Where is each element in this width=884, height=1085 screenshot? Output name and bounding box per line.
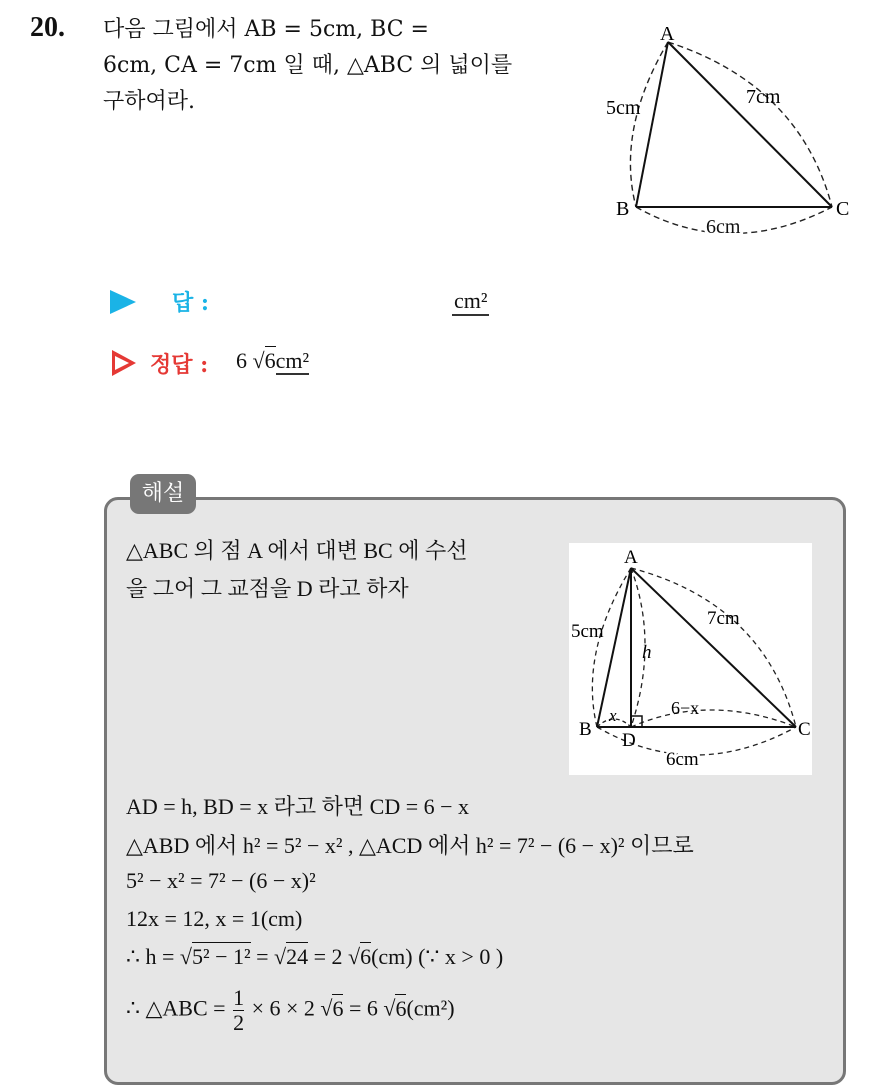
fig2-label-ca: 7cm	[707, 608, 740, 629]
correct-arrow-icon-inner	[115, 356, 129, 370]
solution-line-5	[126, 944, 503, 970]
fig1-label-bc: 6cm	[706, 216, 741, 238]
question-text-line3: 구하여라.	[103, 89, 196, 114]
line6-radicand-1: 6	[332, 995, 344, 1021]
answer-label: 답 :	[172, 290, 210, 316]
fig2-label-d: D	[622, 730, 636, 751]
solution-line-3: 5² − x² = 7² − (6 − x)²	[126, 868, 316, 893]
solution-line-2: △ABD 에서 h² = 5² − x² , △ACD 에서 h² = 7² − (6 − x)² 이므로	[126, 833, 694, 858]
solution-line-6	[126, 986, 455, 1035]
fig2-label-bc: 6cm	[666, 749, 699, 770]
solution-intro-line2: 을 그어 그 교점을 D 라고 하자	[126, 576, 409, 601]
fig1-label-a: A	[660, 23, 675, 45]
fig1-label-b: B	[616, 198, 630, 220]
line6-numerator: 1	[233, 985, 245, 1010]
fig1-label-ab: 5cm	[606, 97, 641, 119]
solution-intro	[126, 532, 546, 608]
fig2-label-a: A	[624, 547, 638, 568]
line6-part-c: = 6 √	[343, 995, 396, 1021]
line6-denominator: 2	[233, 1010, 245, 1035]
line6-radicand-2: 6	[395, 995, 407, 1021]
fig2-label-x: x	[609, 706, 617, 725]
correct-value-unit: cm²	[275, 348, 310, 373]
question-number: 20.	[30, 12, 65, 43]
fig1-label-ca: 7cm	[746, 86, 781, 108]
line5-part-d: (cm) (∵ x > 0 )	[371, 944, 504, 969]
solution-line-4: 12x = 12, x = 1(cm)	[126, 906, 303, 931]
answer-arrow-icon	[110, 290, 136, 314]
line5-radicand-1: 5² − 1²	[191, 944, 251, 969]
correct-label: 정답 :	[150, 352, 209, 378]
line6-part-a: ∴ △ABC =	[126, 995, 232, 1021]
correct-value	[236, 348, 309, 374]
line5-part-a: ∴ h = √	[126, 944, 192, 969]
triangle-figure	[600, 20, 865, 245]
question-text-line1: 다음 그림에서 AB = 5cm, BC =	[103, 17, 429, 42]
line6-part-d: (cm²)	[406, 995, 455, 1021]
question-text	[103, 12, 578, 120]
fig2-label-b: B	[579, 719, 592, 740]
line5-part-b: = √	[250, 944, 287, 969]
line5-part-c: = 2 √	[308, 944, 361, 969]
question-text-line2: 6cm, CA = 7cm 일 때, △ABC 의 넓이를	[103, 53, 513, 78]
fig2-label-6-minus-x: 6−x	[671, 698, 700, 718]
fig1-label-c: C	[836, 198, 850, 220]
correct-value-prefix: 6 √	[236, 348, 265, 373]
line6-part-b: × 6 × 2 √	[246, 995, 333, 1021]
solution-triangle-figure	[569, 543, 812, 775]
answer-unit: cm²	[452, 288, 489, 316]
correct-value-radicand: 6	[264, 348, 276, 373]
line5-radicand-3: 6	[360, 944, 372, 969]
fig2-label-c: C	[798, 719, 811, 740]
fig2-label-h: h	[642, 642, 652, 663]
fig2-label-ab: 5cm	[571, 621, 604, 642]
solution-tag: 해설	[130, 474, 196, 514]
line6-fraction	[233, 986, 244, 1035]
line5-radicand-2: 24	[286, 944, 309, 969]
solution-intro-line1: △ABC 의 점 A 에서 대변 BC 에 수선	[126, 538, 468, 563]
solution-line-1: AD = h, BD = x 라고 하면 CD = 6 − x	[126, 794, 470, 819]
